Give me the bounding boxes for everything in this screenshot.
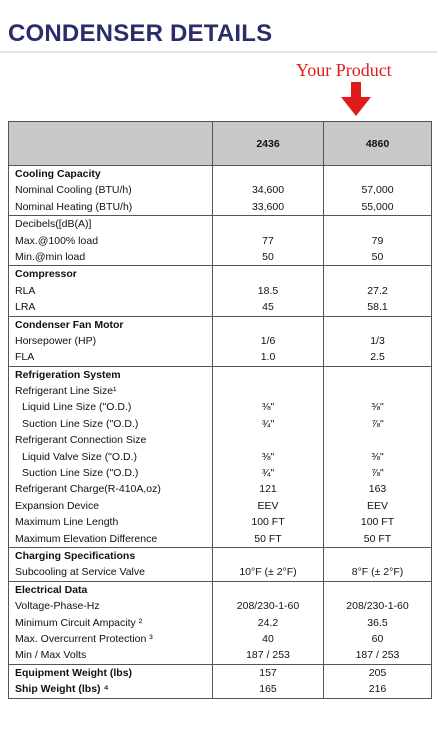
your-product-label: Your Product [296, 60, 392, 80]
spec-value [213, 166, 323, 182]
spec-value: 208/230-1-60 [236, 600, 300, 613]
spec-label: Suction Line Size ("O.D.) [22, 417, 139, 430]
spec-value: 77 [262, 234, 274, 247]
spec-label: Subcooling at Service Valve [15, 566, 145, 579]
spec-value: ⅞" [371, 467, 384, 480]
model-4860-cell [324, 266, 432, 316]
spec-value: 1.0 [260, 351, 276, 364]
model-2436-cell [213, 664, 324, 698]
spec-value: 50 [262, 250, 274, 263]
model-2436-cell [213, 366, 324, 547]
model-4860-cell [324, 581, 432, 664]
spec-label: Electrical Data [15, 583, 88, 596]
spec-label: Minimum Circuit Ampacity ² [15, 616, 143, 629]
spec-value: 1/6 [260, 334, 276, 347]
spec-value [213, 432, 323, 448]
spec-value: 45 [262, 301, 274, 314]
spec-value: 57,000 [361, 184, 394, 197]
spec-label: Expansion Device [15, 499, 100, 512]
spec-value: 121 [259, 483, 277, 496]
spec-label-cell [9, 266, 213, 316]
spec-value [213, 367, 323, 383]
spec-value [324, 383, 431, 399]
spec-value [324, 166, 431, 182]
spec-label: Liquid Line Size ("O.D.) [22, 401, 132, 414]
spec-value [324, 266, 431, 282]
spec-label: FLA [15, 351, 35, 364]
model-2436-cell [213, 316, 324, 366]
spec-value: 187 / 253 [355, 649, 400, 662]
spec-label: Maximum Line Length [15, 516, 119, 529]
spec-label: Maximum Elevation Difference [15, 532, 158, 545]
spec-value: 24.2 [257, 616, 279, 629]
model-4860-cell [324, 166, 432, 216]
spec-value [213, 266, 323, 282]
spec-value [213, 317, 323, 333]
spec-label-cell [9, 316, 213, 366]
spec-label: Voltage-Phase-Hz [15, 600, 100, 613]
spec-value: 36.5 [367, 616, 388, 629]
spec-value: 205 [368, 666, 387, 679]
spec-label: Suction Line Size ("O.D.) [22, 467, 139, 480]
spec-value: 79 [371, 234, 384, 247]
spec-group-row [9, 547, 432, 581]
spec-value: EEV [257, 499, 279, 512]
spec-label: Refrigerant Connection Size [15, 434, 147, 447]
spec-value [324, 317, 431, 333]
spec-label: LRA [15, 301, 36, 314]
spec-label: Ship Weight (lbs) ⁴ [15, 683, 109, 696]
spec-group-row [9, 664, 432, 698]
spec-value: 208/230-1-60 [346, 600, 409, 613]
spec-label: Refrigerant Charge(R-410A,oz) [15, 483, 161, 496]
spec-group-row [9, 366, 432, 547]
spec-label-cell [9, 664, 213, 698]
model-2436-cell [213, 166, 324, 216]
spec-value: 2.5 [370, 351, 385, 364]
spec-label: Equipment Weight (lbs) [15, 666, 133, 679]
spec-value: ⅜" [371, 401, 384, 414]
model-2436-cell [213, 266, 324, 316]
spec-value: 187 / 253 [246, 649, 290, 662]
spec-label: Nominal Heating (BTU/h) [15, 200, 133, 213]
spec-value: ⅜" [261, 401, 275, 414]
spec-group-row [9, 266, 432, 316]
spec-value: ⅜" [261, 450, 275, 463]
header-blank [9, 122, 213, 166]
spec-value: 40 [262, 632, 274, 645]
spec-value: ⅜" [371, 450, 384, 463]
spec-label: Min / Max Volts [15, 649, 87, 662]
spec-label: Refrigeration System [15, 368, 121, 381]
spec-label-cell [9, 581, 213, 664]
spec-value: 60 [371, 632, 384, 645]
spec-label-cell [9, 547, 213, 581]
spec-value [213, 548, 323, 564]
spec-value [324, 548, 431, 564]
down-arrow-icon [341, 82, 371, 116]
spec-value: 216 [368, 683, 387, 696]
spec-label: Liquid Valve Size ("O.D.) [22, 450, 137, 463]
page-title: CONDENSER DETAILS [8, 20, 273, 47]
spec-label: Max. Overcurrent Protection ³ [15, 632, 153, 645]
spec-label: Compressor [15, 268, 77, 281]
spec-value: 27.2 [367, 284, 388, 297]
spec-value: 58.1 [367, 301, 388, 314]
spec-value [324, 216, 431, 232]
spec-value [324, 582, 431, 598]
spec-label: Condenser Fan Motor [15, 318, 124, 331]
spec-value: 157 [259, 666, 277, 679]
spec-label: Cooling Capacity [15, 168, 101, 180]
spec-label-cell [9, 216, 213, 266]
model-header: 4860 [324, 122, 432, 166]
spec-value: ¾" [261, 417, 275, 430]
model-4860-cell [324, 664, 432, 698]
spec-label: RLA [15, 284, 36, 297]
spec-group-row [9, 216, 432, 266]
spec-value: 50 FT [254, 532, 282, 545]
spec-value: 10°F (± 2°F) [239, 566, 297, 579]
title-divider [0, 51, 437, 53]
table-header-row [9, 122, 432, 166]
spec-value: 50 FT [363, 532, 392, 545]
model-4860-cell [324, 366, 432, 547]
spec-label: Charging Specifications [15, 549, 136, 562]
model-4860-cell [324, 547, 432, 581]
spec-value [213, 216, 323, 232]
spec-value [213, 383, 323, 399]
spec-value [213, 582, 323, 598]
spec-label: Refrigerant Line Size¹ [15, 385, 117, 398]
spec-value: 8°F (± 2°F) [351, 566, 404, 579]
spec-label: Horsepower (HP) [15, 334, 97, 347]
spec-value: ¾" [261, 467, 275, 480]
model-2436-cell [213, 216, 324, 266]
spec-label: Max.@100% load [15, 234, 99, 247]
spec-group-row [9, 316, 432, 366]
model-2436-cell [213, 547, 324, 581]
spec-label: Decibels([dB(A)] [15, 218, 92, 231]
spec-value: 18.5 [257, 284, 279, 297]
spec-value [324, 432, 431, 448]
spec-value: 34,600 [251, 184, 285, 197]
spec-group-row [9, 581, 432, 664]
spec-group-row [9, 166, 432, 216]
spec-value: 55,000 [361, 200, 394, 213]
spec-value: 165 [259, 683, 277, 696]
model-4860-cell [324, 216, 432, 266]
spec-value: 100 FT [251, 516, 285, 529]
spec-label: Nominal Cooling (BTU/h) [15, 184, 132, 197]
model-4860-cell [324, 316, 432, 366]
spec-value: 100 FT [360, 516, 395, 529]
spec-value: ⅞" [371, 417, 384, 430]
condenser-spec-table [8, 121, 432, 699]
spec-value: 163 [368, 483, 387, 496]
spec-value [324, 367, 431, 383]
spec-label-cell [9, 366, 213, 547]
model-2436-cell [213, 581, 324, 664]
spec-value: 50 [371, 250, 384, 263]
spec-label-cell [9, 166, 213, 216]
spec-value: 33,600 [251, 200, 285, 213]
model-header: 2436 [213, 122, 324, 166]
spec-label: Min.@min load [15, 250, 86, 263]
spec-value: EEV [366, 499, 388, 512]
spec-value: 1/3 [370, 334, 385, 347]
